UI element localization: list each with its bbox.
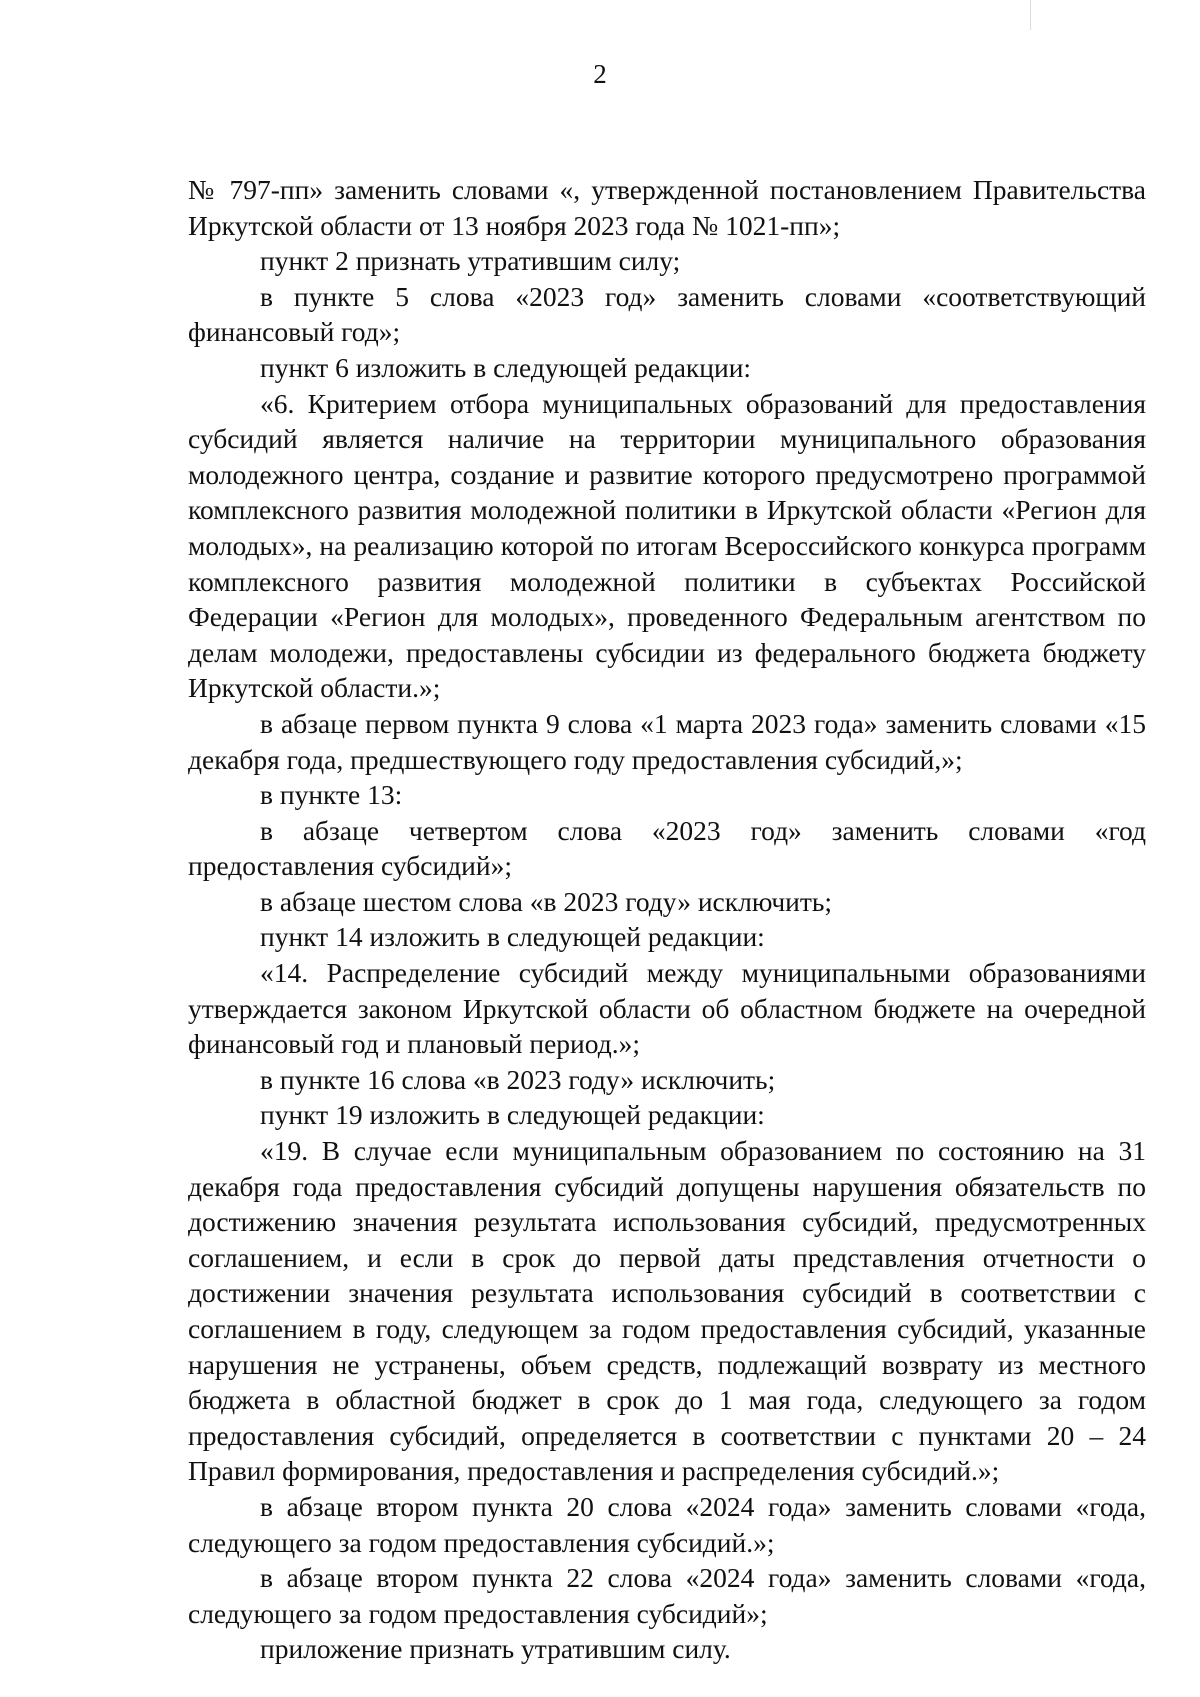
paragraph-5: «6. Критерием отбора муниципальных образований для предоставления субсидий является наличие на территории муниципального образования молодежного центра, создание и развитие которого предусмотрено программой комплексного развития молодежной политики в Иркутской области «Регион для молодых», на реализацию которой по итогам Всероссийского конкурса программ комплексного развития молодежной политики в субъектах Российской Федерации «Регион для молодых», проведенного Федеральным агентством по делам молодежи, предоставлены субсидии из федерального бюджета бюджету Иркутской области.»; (188, 387, 1146, 704)
paragraph-1: № 797-пп» заменить словами «, утвержденной постановлением Правительства Иркутской области от 13 ноября 2023 года № 1021-пп»; (188, 174, 1146, 241)
paragraph-12: в пункте 16 слова «в 2023 году» исключить; (260, 1063, 776, 1095)
paragraph-3: в пункте 5 слова «2023 год» заменить словами «соответствующий финансовый год»; (188, 280, 1146, 348)
paragraph-9: в абзаце шестом слова «в 2023 году» исключить; (260, 885, 833, 917)
paragraph-8: в абзаце четвертом слова «2023 год» заменить словами «год предоставления субсидий»; (188, 814, 1146, 882)
paragraph-7: в пункте 13: (260, 779, 403, 811)
paragraph-13: пункт 19 изложить в следующей редакции: (260, 1099, 765, 1131)
paragraph-2: пункт 2 признать утратившим силу; (260, 245, 681, 277)
page-number: 2 (593, 59, 607, 89)
paragraph-15: в абзаце втором пункта 20 слова «2024 года» заменить словами «года, следующего за годом предоставления субсидий.»; (188, 1490, 1146, 1558)
scan-artifact-line (1030, 0, 1031, 30)
paragraph-10: пункт 14 изложить в следующей редакции: (260, 921, 765, 953)
paragraph-16: в абзаце втором пункта 22 слова «2024 года» заменить словами «года, следующего за годом предоставления субсидий»; (188, 1562, 1146, 1629)
paragraph-6: в абзаце первом пункта 9 слова «1 марта 2023 года» заменить словами «15 декабря года, предшествующего году предоставления субсидий,»; (188, 707, 1146, 775)
paragraph-11: «14. Распределение субсидий между муниципальными образованиями утверждается законом Иркутской области об областном бюджете на очередной финансовый год и плановый период.»; (188, 957, 1146, 1060)
paragraph-17: приложение признать утратившим силу. (260, 1633, 731, 1665)
paragraph-14: «19. В случае если муниципальным образованием по состоянию на 31 декабря года предоставления субсидий допущены нарушения обязательств по достижению значения результата использования субсидий, предусмотренных соглашением, и если в срок до первой даты представления отчетности о достижении значения результата использования субсидий в соответствии с соглашением в году, следующем за годом предоставления субсидий, указанные нарушения не устранены, объем средств, подлежащий возврату из местного бюджета в областной бюджет в срок до 1 мая года, следующего за годом предоставления субсидий, определяется в соответствии с пунктами 20 – 24 Правил формирования, предоставления и распределения субсидий.»; (188, 1135, 1146, 1487)
document-body (188, 172, 1146, 1667)
paragraph-4: пункт 6 изложить в следующей редакции: (260, 351, 752, 383)
